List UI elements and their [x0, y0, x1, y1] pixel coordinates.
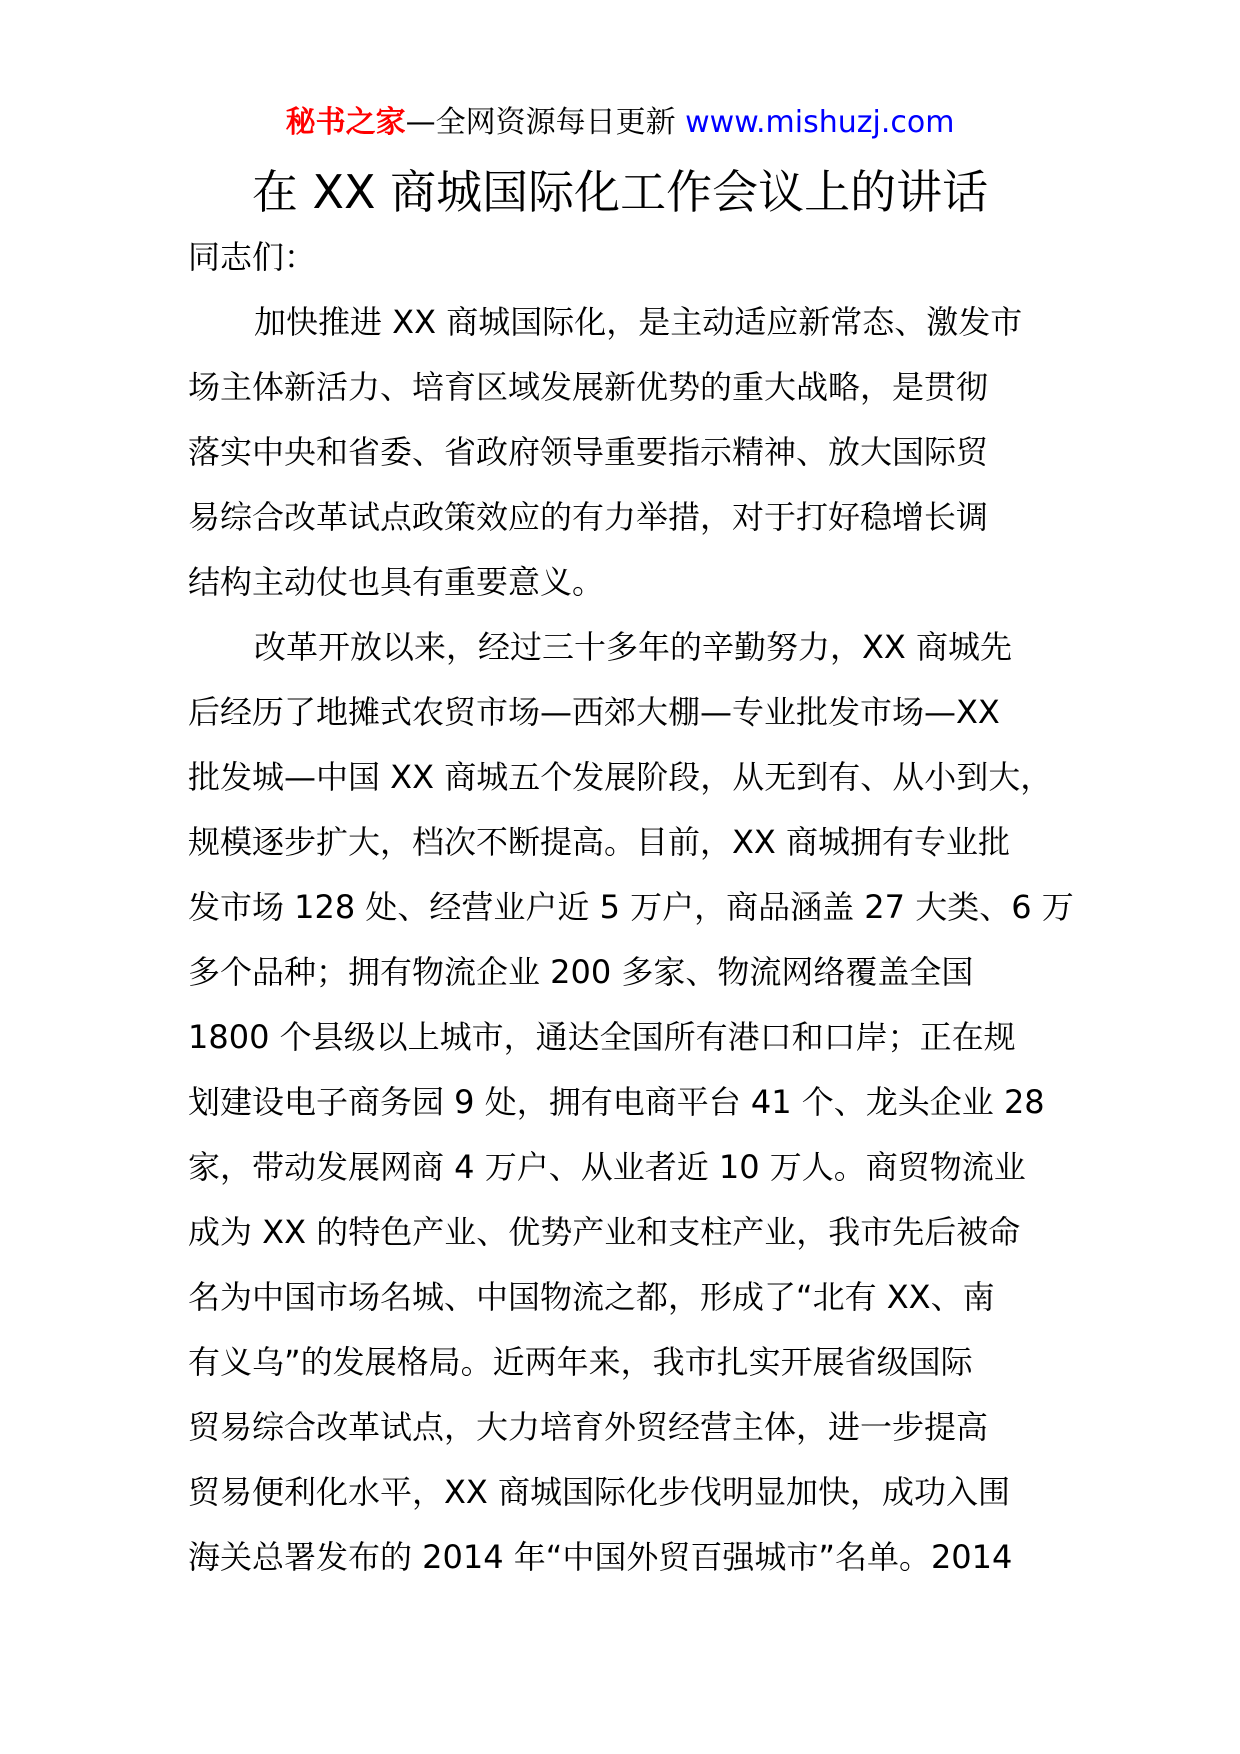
- document-title: 在 XX 商城国际化工作会议上的讲话: [251, 165, 989, 219]
- paragraph-2-line: 划建设电子商务园 9 处，拥有电商平台 41 个、龙头企业 28: [188, 1083, 1045, 1121]
- paragraph-2-line: 多个品种；拥有物流企业 200 多家、物流网络覆盖全国: [188, 953, 974, 991]
- paragraph-1-line: 结构主动仗也具有重要意义。: [188, 563, 605, 601]
- paragraph-1-line: 易综合改革试点政策效应的有力举措，对于打好稳增长调: [188, 498, 989, 536]
- document-body: [188, 234, 1078, 1599]
- site-url-link[interactable]: www.mishuzj.com: [685, 105, 955, 140]
- paragraph-2-line: 海关总署发布的 2014 年“中国外贸百强城市”名单。2014: [188, 1538, 1013, 1576]
- brand-name: 秘书之家: [285, 105, 406, 140]
- salutation-line: 同志们：: [188, 238, 317, 276]
- paragraph-2-line: 1800 个县级以上城市，通达全国所有港口和口岸；正在规: [188, 1018, 1016, 1056]
- header-banner: [0, 103, 1240, 143]
- paragraph-2-line: 家，带动发展网商 4 万户、从业者近 10 万人。商贸物流业: [188, 1148, 1026, 1186]
- paragraph-2-line: 改革开放以来，经过三十多年的辛勤努力，XX 商城先: [254, 628, 1013, 666]
- paragraph-2-line: 名为中国市场名城、中国物流之都，形成了“北有 XX、南: [188, 1278, 995, 1316]
- paragraph-2-line: 贸易便利化水平，XX 商城国际化步伐明显加快，成功入围: [188, 1473, 1011, 1511]
- paragraph-2-line: 规模逐步扩大，档次不断提高。目前，XX 商城拥有专业批: [188, 823, 1011, 861]
- paragraph-2-line: 成为 XX 的特色产业、优势产业和支柱产业，我市先后被命: [188, 1213, 1021, 1251]
- paragraph-2-line: 发市场 128 处、经营业户近 5 万户，商品涵盖 27 大类、6 万: [188, 888, 1074, 926]
- paragraph-1-line: 落实中央和省委、省政府领导重要指示精神、放大国际贸: [188, 433, 989, 471]
- paragraph-1-line: 加快推进 XX 商城国际化，是主动适应新常态、激发市: [254, 303, 1023, 341]
- header-tagline: —全网资源每日更新: [405, 105, 676, 140]
- paragraph-2-line: 有义乌”的发展格局。近两年来，我市扎实开展省级国际: [188, 1343, 973, 1381]
- paragraph-2-line: 贸易综合改革试点，大力培育外贸经营主体，进一步提高: [188, 1408, 989, 1446]
- paragraph-2-line: 批发城—中国 XX 商城五个发展阶段，从无到有、从小到大，: [188, 758, 1053, 796]
- paragraph-1-line: 场主体新活力、培育区域发展新优势的重大战略，是贯彻: [188, 368, 989, 406]
- paragraph-2-line: 后经历了地摊式农贸市场—西郊大棚—专业批发市场—XX: [188, 693, 1000, 731]
